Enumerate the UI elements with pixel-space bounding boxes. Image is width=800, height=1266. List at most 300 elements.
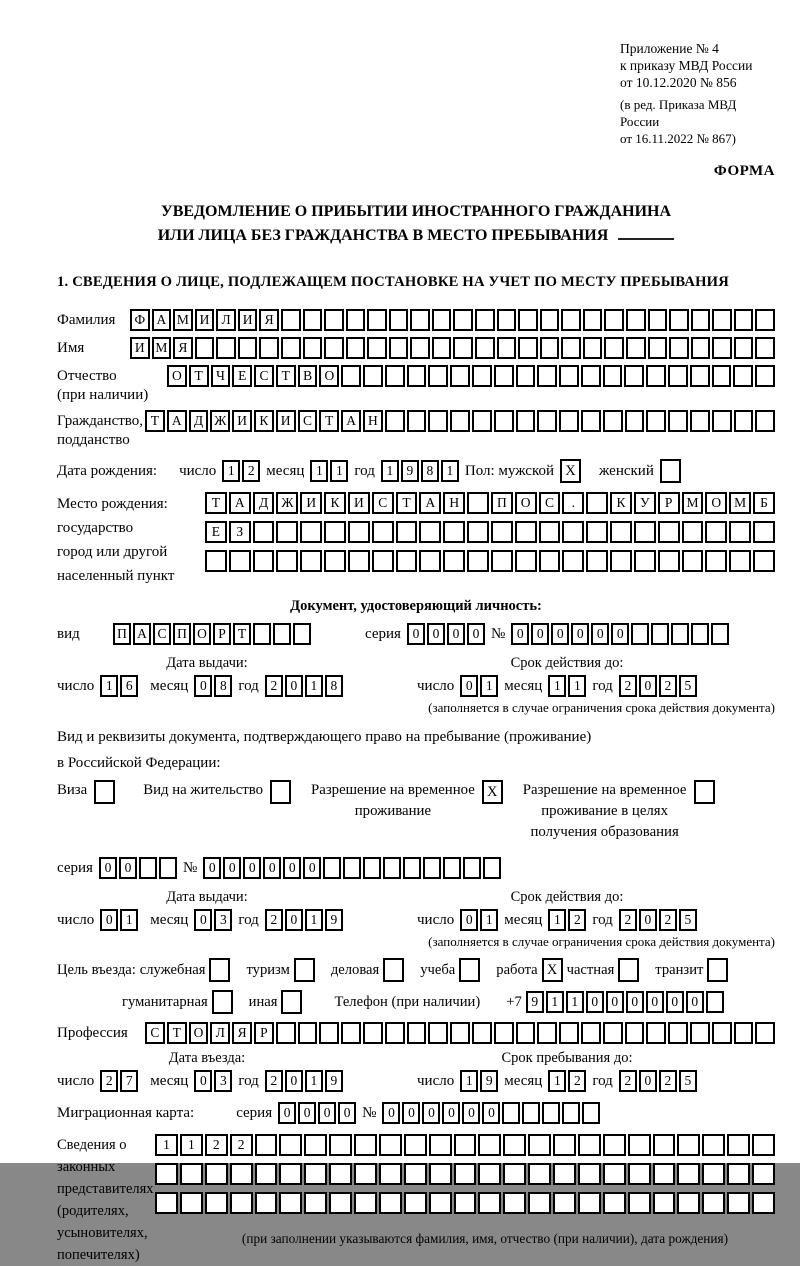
char-cell[interactable] — [429, 1134, 452, 1156]
char-cell[interactable]: Р — [658, 492, 680, 514]
char-cell[interactable] — [537, 365, 557, 387]
char-cell[interactable]: 2 — [230, 1134, 253, 1156]
char-cell[interactable] — [385, 1022, 405, 1044]
char-cell[interactable] — [259, 337, 279, 359]
char-cell[interactable] — [478, 1134, 501, 1156]
char-cell[interactable]: 0 — [591, 623, 609, 645]
char-cell[interactable]: О — [515, 492, 537, 514]
char-cell[interactable] — [603, 1163, 626, 1185]
char-cell[interactable]: 0 — [407, 623, 425, 645]
char-cell[interactable]: X — [560, 459, 581, 483]
char-cell[interactable] — [383, 857, 401, 879]
char-cell[interactable] — [494, 1022, 514, 1044]
char-cell[interactable] — [212, 990, 233, 1014]
char-cell[interactable] — [475, 309, 495, 331]
char-cell[interactable]: Т — [396, 492, 418, 514]
char-cell[interactable]: 2 — [205, 1134, 228, 1156]
char-cell[interactable] — [503, 1192, 526, 1214]
char-cell[interactable] — [559, 410, 579, 432]
char-cell[interactable] — [279, 1134, 302, 1156]
entry-year[interactable] — [265, 1070, 343, 1092]
char-cell[interactable] — [733, 365, 753, 387]
char-cell[interactable]: 9 — [401, 460, 419, 482]
char-cell[interactable]: 6 — [120, 675, 138, 697]
char-cell[interactable] — [348, 521, 370, 543]
char-cell[interactable] — [752, 1192, 775, 1214]
char-cell[interactable]: 1 — [305, 909, 323, 931]
char-cell[interactable] — [658, 550, 680, 572]
char-cell[interactable]: Т — [205, 492, 227, 514]
char-cell[interactable] — [502, 1102, 520, 1124]
birth-place-row-1[interactable] — [205, 492, 775, 514]
char-cell[interactable] — [329, 1163, 352, 1185]
purpose-business-checkbox[interactable] — [383, 958, 404, 982]
char-cell[interactable]: Ч — [211, 365, 231, 387]
char-cell[interactable]: А — [133, 623, 151, 645]
char-cell[interactable]: 5 — [679, 675, 697, 697]
residence-valid-month[interactable] — [548, 909, 586, 931]
doc-valid-month[interactable] — [548, 675, 586, 697]
char-cell[interactable]: С — [254, 365, 274, 387]
profession-field[interactable] — [145, 1022, 775, 1044]
char-cell[interactable] — [450, 410, 470, 432]
char-cell[interactable] — [372, 550, 394, 572]
char-cell[interactable]: 0 — [382, 1102, 400, 1124]
char-cell[interactable]: З — [229, 521, 251, 543]
char-cell[interactable]: А — [419, 492, 441, 514]
char-cell[interactable] — [276, 521, 298, 543]
stay-day[interactable] — [460, 1070, 498, 1092]
char-cell[interactable] — [341, 365, 361, 387]
char-cell[interactable] — [628, 1163, 651, 1185]
representatives-row-3[interactable] — [155, 1192, 775, 1214]
char-cell[interactable] — [467, 492, 489, 514]
purpose-humanitarian-checkbox[interactable] — [212, 990, 233, 1014]
char-cell[interactable] — [711, 623, 729, 645]
char-cell[interactable] — [518, 337, 538, 359]
char-cell[interactable]: 0 — [194, 909, 212, 931]
char-cell[interactable] — [618, 958, 639, 982]
residence-valid-year[interactable] — [619, 909, 697, 931]
char-cell[interactable] — [624, 365, 644, 387]
char-cell[interactable]: Д — [189, 410, 209, 432]
char-cell[interactable] — [443, 857, 461, 879]
char-cell[interactable] — [281, 309, 301, 331]
char-cell[interactable]: И — [130, 337, 150, 359]
char-cell[interactable] — [755, 1022, 775, 1044]
char-cell[interactable] — [294, 958, 315, 982]
char-cell[interactable]: 3 — [214, 909, 232, 931]
char-cell[interactable] — [583, 337, 603, 359]
char-cell[interactable] — [319, 1022, 339, 1044]
char-cell[interactable] — [539, 550, 561, 572]
char-cell[interactable]: 0 — [442, 1102, 460, 1124]
char-cell[interactable] — [443, 550, 465, 572]
char-cell[interactable] — [494, 410, 514, 432]
char-cell[interactable]: Н — [363, 410, 383, 432]
char-cell[interactable] — [707, 958, 728, 982]
char-cell[interactable] — [634, 521, 656, 543]
char-cell[interactable] — [155, 1163, 178, 1185]
char-cell[interactable]: 1 — [566, 991, 584, 1013]
purpose-transit-checkbox[interactable] — [707, 958, 728, 982]
char-cell[interactable] — [379, 1134, 402, 1156]
char-cell[interactable] — [677, 1163, 700, 1185]
char-cell[interactable] — [491, 521, 513, 543]
char-cell[interactable] — [753, 550, 775, 572]
char-cell[interactable] — [363, 1022, 383, 1044]
char-cell[interactable] — [727, 1163, 750, 1185]
birth-place-row-2[interactable] — [205, 521, 775, 543]
char-cell[interactable]: Т — [276, 365, 296, 387]
char-cell[interactable]: 2 — [659, 675, 677, 697]
char-cell[interactable] — [653, 1192, 676, 1214]
char-cell[interactable] — [253, 623, 271, 645]
char-cell[interactable] — [626, 337, 646, 359]
char-cell[interactable] — [407, 365, 427, 387]
char-cell[interactable] — [660, 459, 681, 483]
char-cell[interactable]: Т — [233, 623, 251, 645]
char-cell[interactable]: О — [193, 623, 211, 645]
char-cell[interactable] — [410, 309, 430, 331]
residence-issue-month[interactable] — [194, 909, 232, 931]
char-cell[interactable] — [419, 521, 441, 543]
char-cell[interactable] — [407, 410, 427, 432]
char-cell[interactable] — [139, 857, 157, 879]
char-cell[interactable]: 0 — [639, 675, 657, 697]
migration-series-field[interactable] — [278, 1102, 356, 1124]
doc-valid-day[interactable] — [460, 675, 498, 697]
char-cell[interactable] — [255, 1163, 278, 1185]
char-cell[interactable] — [300, 550, 322, 572]
char-cell[interactable] — [537, 410, 557, 432]
char-cell[interactable]: Е — [205, 521, 227, 543]
char-cell[interactable] — [586, 550, 608, 572]
char-cell[interactable] — [293, 623, 311, 645]
char-cell[interactable] — [755, 309, 775, 331]
char-cell[interactable] — [428, 365, 448, 387]
char-cell[interactable] — [467, 550, 489, 572]
purpose-tourism-checkbox[interactable] — [294, 958, 315, 982]
char-cell[interactable]: К — [324, 492, 346, 514]
char-cell[interactable] — [205, 1192, 228, 1214]
char-cell[interactable] — [230, 1192, 253, 1214]
purpose-work-checkbox[interactable] — [542, 958, 563, 982]
char-cell[interactable] — [303, 337, 323, 359]
char-cell[interactable]: О — [167, 365, 187, 387]
char-cell[interactable] — [712, 410, 732, 432]
char-cell[interactable]: 8 — [421, 460, 439, 482]
char-cell[interactable]: А — [167, 410, 187, 432]
char-cell[interactable] — [304, 1192, 327, 1214]
char-cell[interactable]: П — [491, 492, 513, 514]
char-cell[interactable] — [727, 1134, 750, 1156]
char-cell[interactable]: И — [195, 309, 215, 331]
char-cell[interactable] — [270, 780, 291, 804]
char-cell[interactable] — [578, 1163, 601, 1185]
char-cell[interactable] — [281, 990, 302, 1014]
purpose-study-checkbox[interactable] — [459, 958, 480, 982]
char-cell[interactable]: 0 — [243, 857, 261, 879]
char-cell[interactable] — [515, 521, 537, 543]
char-cell[interactable] — [453, 337, 473, 359]
char-cell[interactable]: 1 — [441, 460, 459, 482]
char-cell[interactable]: 2 — [568, 1070, 586, 1092]
char-cell[interactable]: П — [113, 623, 131, 645]
char-cell[interactable] — [363, 857, 381, 879]
char-cell[interactable]: О — [705, 492, 727, 514]
char-cell[interactable]: И — [300, 492, 322, 514]
char-cell[interactable]: Я — [173, 337, 193, 359]
char-cell[interactable] — [653, 1163, 676, 1185]
char-cell[interactable]: 1 — [305, 1070, 323, 1092]
char-cell[interactable]: 0 — [460, 675, 478, 697]
char-cell[interactable] — [522, 1102, 540, 1124]
char-cell[interactable]: Л — [210, 1022, 230, 1044]
char-cell[interactable] — [450, 365, 470, 387]
char-cell[interactable]: Е — [232, 365, 252, 387]
char-cell[interactable]: 1 — [120, 909, 138, 931]
char-cell[interactable] — [279, 1163, 302, 1185]
char-cell[interactable] — [682, 521, 704, 543]
char-cell[interactable] — [691, 309, 711, 331]
migration-number-field[interactable] — [382, 1102, 600, 1124]
char-cell[interactable]: 9 — [325, 1070, 343, 1092]
residence-permit-checkbox[interactable] — [270, 780, 291, 804]
char-cell[interactable]: 1 — [548, 1070, 566, 1092]
char-cell[interactable]: Т — [167, 1022, 187, 1044]
char-cell[interactable] — [677, 1134, 700, 1156]
char-cell[interactable] — [604, 309, 624, 331]
char-cell[interactable] — [755, 337, 775, 359]
doc-number-field[interactable] — [511, 623, 729, 645]
char-cell[interactable] — [255, 1134, 278, 1156]
char-cell[interactable] — [581, 410, 601, 432]
char-cell[interactable]: 0 — [119, 857, 137, 879]
char-cell[interactable] — [540, 309, 560, 331]
char-cell[interactable] — [324, 550, 346, 572]
representatives-row-1[interactable] — [155, 1134, 775, 1156]
char-cell[interactable] — [429, 1163, 452, 1185]
char-cell[interactable]: К — [610, 492, 632, 514]
residence-series-field[interactable] — [99, 857, 177, 879]
char-cell[interactable] — [528, 1192, 551, 1214]
char-cell[interactable] — [578, 1134, 601, 1156]
char-cell[interactable] — [705, 521, 727, 543]
char-cell[interactable] — [385, 410, 405, 432]
char-cell[interactable] — [515, 550, 537, 572]
char-cell[interactable] — [702, 1163, 725, 1185]
char-cell[interactable] — [343, 857, 361, 879]
char-cell[interactable] — [472, 410, 492, 432]
char-cell[interactable] — [648, 337, 668, 359]
representatives-row-2[interactable] — [155, 1163, 775, 1185]
char-cell[interactable]: 0 — [586, 991, 604, 1013]
char-cell[interactable]: 0 — [278, 1102, 296, 1124]
char-cell[interactable]: Д — [253, 492, 275, 514]
char-cell[interactable] — [403, 857, 421, 879]
char-cell[interactable] — [372, 521, 394, 543]
char-cell[interactable]: 2 — [659, 1070, 677, 1092]
char-cell[interactable] — [472, 1022, 492, 1044]
char-cell[interactable]: 2 — [619, 909, 637, 931]
char-cell[interactable] — [396, 550, 418, 572]
char-cell[interactable]: Л — [216, 309, 236, 331]
char-cell[interactable] — [734, 1022, 754, 1044]
char-cell[interactable]: 2 — [619, 675, 637, 697]
char-cell[interactable]: 1 — [480, 675, 498, 697]
char-cell[interactable] — [702, 1192, 725, 1214]
char-cell[interactable] — [155, 1192, 178, 1214]
char-cell[interactable]: 0 — [285, 1070, 303, 1092]
char-cell[interactable] — [303, 309, 323, 331]
char-cell[interactable]: 0 — [338, 1102, 356, 1124]
char-cell[interactable] — [304, 1163, 327, 1185]
sex-female-checkbox[interactable] — [660, 459, 681, 483]
char-cell[interactable]: 1 — [546, 991, 564, 1013]
temp-residence-checkbox[interactable] — [482, 780, 503, 804]
char-cell[interactable] — [537, 1022, 557, 1044]
char-cell[interactable] — [516, 365, 536, 387]
char-cell[interactable] — [668, 365, 688, 387]
char-cell[interactable]: А — [341, 410, 361, 432]
char-cell[interactable] — [653, 1134, 676, 1156]
char-cell[interactable] — [478, 1192, 501, 1214]
char-cell[interactable] — [626, 309, 646, 331]
char-cell[interactable]: 0 — [511, 623, 529, 645]
char-cell[interactable] — [253, 521, 275, 543]
char-cell[interactable]: 2 — [659, 909, 677, 931]
char-cell[interactable] — [603, 365, 623, 387]
char-cell[interactable] — [669, 309, 689, 331]
char-cell[interactable]: 0 — [462, 1102, 480, 1124]
char-cell[interactable] — [346, 309, 366, 331]
purpose-other-checkbox[interactable] — [281, 990, 302, 1014]
char-cell[interactable] — [578, 1192, 601, 1214]
sex-male-checkbox[interactable] — [560, 459, 581, 483]
char-cell[interactable]: 2 — [100, 1070, 118, 1092]
char-cell[interactable]: 0 — [639, 909, 657, 931]
char-cell[interactable]: С — [153, 623, 171, 645]
char-cell[interactable]: 3 — [214, 1070, 232, 1092]
char-cell[interactable] — [180, 1163, 203, 1185]
birth-month-cells[interactable] — [310, 460, 348, 482]
char-cell[interactable] — [562, 550, 584, 572]
char-cell[interactable]: X — [482, 780, 503, 804]
char-cell[interactable]: 0 — [639, 1070, 657, 1092]
char-cell[interactable] — [610, 521, 632, 543]
char-cell[interactable]: А — [152, 309, 172, 331]
char-cell[interactable] — [354, 1134, 377, 1156]
char-cell[interactable]: 0 — [606, 991, 624, 1013]
char-cell[interactable]: 0 — [467, 623, 485, 645]
char-cell[interactable]: О — [319, 365, 339, 387]
char-cell[interactable] — [628, 1134, 651, 1156]
doc-issue-month[interactable] — [194, 675, 232, 697]
char-cell[interactable]: 0 — [285, 909, 303, 931]
char-cell[interactable]: 1 — [222, 460, 240, 482]
char-cell[interactable]: 0 — [298, 1102, 316, 1124]
purpose-private-checkbox[interactable] — [618, 958, 639, 982]
char-cell[interactable]: 1 — [548, 675, 566, 697]
char-cell[interactable]: У — [634, 492, 656, 514]
char-cell[interactable] — [528, 1134, 551, 1156]
char-cell[interactable] — [539, 521, 561, 543]
char-cell[interactable] — [706, 991, 724, 1013]
char-cell[interactable] — [503, 1134, 526, 1156]
char-cell[interactable] — [582, 1102, 600, 1124]
char-cell[interactable] — [300, 521, 322, 543]
char-cell[interactable] — [94, 780, 115, 804]
char-cell[interactable] — [341, 1022, 361, 1044]
char-cell[interactable] — [180, 1192, 203, 1214]
char-cell[interactable] — [354, 1192, 377, 1214]
char-cell[interactable] — [329, 1134, 352, 1156]
char-cell[interactable]: Я — [232, 1022, 252, 1044]
char-cell[interactable] — [195, 337, 215, 359]
char-cell[interactable] — [516, 410, 536, 432]
char-cell[interactable]: 0 — [666, 991, 684, 1013]
char-cell[interactable] — [581, 365, 601, 387]
char-cell[interactable] — [478, 1163, 501, 1185]
char-cell[interactable] — [159, 857, 177, 879]
char-cell[interactable] — [583, 309, 603, 331]
char-cell[interactable] — [324, 309, 344, 331]
char-cell[interactable]: 0 — [285, 675, 303, 697]
char-cell[interactable]: И — [348, 492, 370, 514]
char-cell[interactable]: М — [152, 337, 172, 359]
char-cell[interactable]: 0 — [99, 857, 117, 879]
char-cell[interactable]: С — [298, 410, 318, 432]
char-cell[interactable] — [298, 1022, 318, 1044]
char-cell[interactable]: М — [729, 492, 751, 514]
char-cell[interactable]: 0 — [460, 909, 478, 931]
char-cell[interactable] — [467, 521, 489, 543]
char-cell[interactable] — [396, 521, 418, 543]
char-cell[interactable] — [432, 309, 452, 331]
char-cell[interactable]: 0 — [551, 623, 569, 645]
char-cell[interactable] — [603, 410, 623, 432]
char-cell[interactable]: 0 — [283, 857, 301, 879]
char-cell[interactable] — [755, 365, 775, 387]
char-cell[interactable]: 0 — [303, 857, 321, 879]
char-cell[interactable] — [385, 365, 405, 387]
char-cell[interactable] — [491, 550, 513, 572]
char-cell[interactable]: С — [539, 492, 561, 514]
char-cell[interactable]: И — [238, 309, 258, 331]
char-cell[interactable]: А — [229, 492, 251, 514]
char-cell[interactable] — [734, 309, 754, 331]
char-cell[interactable] — [205, 1163, 228, 1185]
char-cell[interactable] — [690, 410, 710, 432]
char-cell[interactable] — [367, 309, 387, 331]
char-cell[interactable]: 0 — [194, 1070, 212, 1092]
char-cell[interactable]: 0 — [646, 991, 664, 1013]
char-cell[interactable] — [363, 365, 383, 387]
char-cell[interactable] — [668, 1022, 688, 1044]
birth-day-cells[interactable] — [222, 460, 260, 482]
char-cell[interactable]: 1 — [460, 1070, 478, 1092]
char-cell[interactable] — [281, 337, 301, 359]
char-cell[interactable] — [323, 857, 341, 879]
char-cell[interactable] — [453, 309, 473, 331]
char-cell[interactable] — [389, 337, 409, 359]
char-cell[interactable] — [463, 857, 481, 879]
doc-issue-day[interactable] — [100, 675, 138, 697]
char-cell[interactable] — [561, 337, 581, 359]
char-cell[interactable] — [407, 1022, 427, 1044]
char-cell[interactable] — [677, 1192, 700, 1214]
